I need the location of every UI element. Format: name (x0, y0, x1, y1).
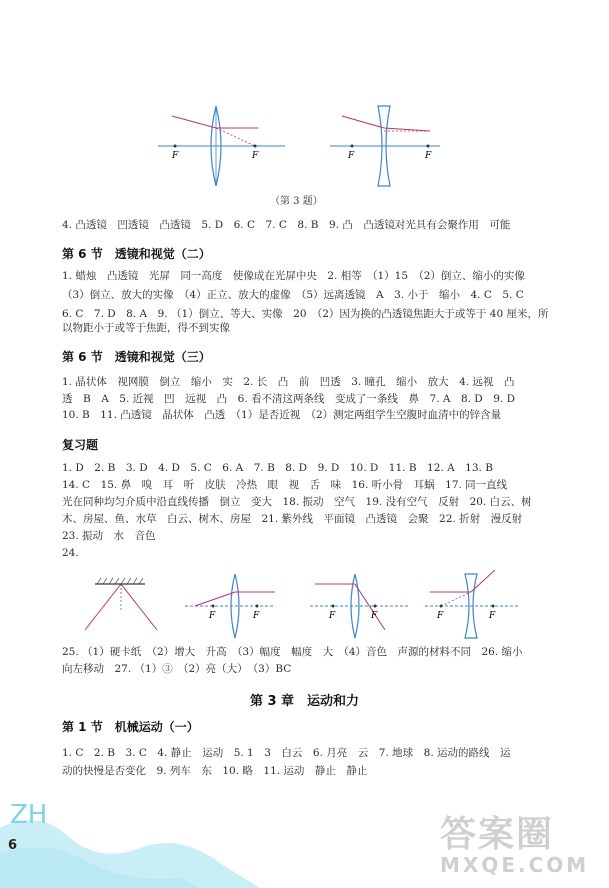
answer-line: 1. 晶状体 视网膜 倒立 缩小 实 2. 长 凸 前 凹透 3. 瞳孔 缩小 放大 4. 远视 凸 (62, 376, 515, 388)
answer-line: 23. 振动 水 音色 (62, 530, 156, 542)
answer-line: 1. 蜡烛 凸透镜 光屏 同一高度 使像成在光屏中央 2. 相等 （1）15 （2）倒立、缩小的实像 (62, 270, 525, 282)
focus-label: F (329, 611, 336, 621)
answer-line: 14. C 15. 鼻 嗅 耳 听 皮肤 冷热 眼 视 舌 味 16. 听小骨 耳蜗 17. 同一直线 (62, 479, 508, 491)
focus-label: F (371, 611, 378, 621)
answer-line: 透 B A 5. 近视 凹 远视 凸 6. 看不清这两条线 变成了一条线 鼻 7. A 8. D 9. D (62, 393, 515, 405)
answer-line: 25. （1）硬卡纸 （2）增大 升高 （3）幅度 幅度 大 （4）音色 声源的材料不同 26. 缩小 (62, 646, 523, 658)
concave-lens-diagram (425, 570, 520, 638)
focus-label: F (172, 151, 179, 161)
watermark-url: MXQE.COM (440, 853, 590, 877)
focus-label: F (253, 611, 260, 621)
lens-figure-3 (150, 100, 450, 192)
section-title: 第 6 节 透镜和视觉（三） (62, 350, 211, 364)
convex-lens-diagram (158, 106, 285, 186)
chapter-title: 第 3 章 运动和力 (249, 694, 360, 709)
focus-label: F (425, 151, 432, 161)
focus-label: F (489, 611, 496, 621)
answer-line: 光在同种均匀介质中沿直线传播 倒立 变大 18. 振动 空气 19. 没有空气 反射 20. 白云、树 (62, 496, 532, 508)
answer-line: 24. (62, 547, 79, 559)
fig-24-diagrams (85, 570, 525, 642)
focus-label: F (252, 151, 259, 161)
focus-label: F (348, 151, 355, 161)
answer-line: 向左移动 27. （1）③ （2）亮（大） （3）BC (62, 663, 292, 675)
watermark-logo (440, 806, 600, 886)
answer-line: 1. C 2. B 3. C 4. 静止 运动 5. 1 3 白云 6. 月亮 云 7. 地球 8. 运动的路线 运 (62, 747, 511, 759)
answer-line: 动的快慢是否变化 9. 列车 东 10. 略 11. 运动 静止 静止 (62, 765, 368, 777)
answer-line: 木、房屋、鱼、水草 白云、树木、房屋 21. 紫外线 平面镜 凸透镜 会聚 22. 折射 漫反射 (62, 513, 523, 525)
convex-lens-diagram (310, 574, 410, 638)
zh-logo: ZH (10, 800, 48, 830)
mirror-reflection-diagram (85, 578, 157, 630)
watermark-text: 答案圈 (440, 814, 555, 855)
section-title: 第 1 节 机械运动（一） (62, 720, 199, 734)
answer-line: 10. B 11. 凸透镜 晶状体 凸透 （1）是否近视 （2）测定两组学生空腹时血清中的锌含量 (62, 409, 502, 421)
section-title: 复习题 (62, 438, 99, 452)
section-title: 第 6 节 透镜和视觉（二） (62, 247, 211, 261)
focus-label: F (209, 611, 216, 621)
convex-lens-diagram (185, 574, 275, 638)
answer-line: 4. 凸透镜 凹透镜 凸透镜 5. D 6. C 7. C 8. B 9. 凸 凸透镜对光具有会聚作用 可能 (62, 219, 511, 231)
figure-caption: （第 3 题） (270, 196, 323, 207)
page-number: 6 (8, 838, 18, 853)
concave-lens-diagram (330, 106, 440, 186)
focus-label: F (437, 611, 444, 621)
answer-line: 1. D 2. B 3. D 4. D 5. C 6. A 7. B 8. D 9. D 10. D 11. B 12. A 13. B (62, 462, 493, 474)
answer-line: 6. C 7. D 8. A 9. （1）倒立、等大、实像 20 （2）因为换的凸透镜焦距大于或等于 40 厘米，所 (62, 308, 549, 320)
answer-line: 以物距小于或等于焦距，得不到实像 (62, 322, 230, 334)
answer-line: （3）倒立、放大的实像 （4）正立、放大的虚像 （5）远离透镜 A 3. 小于 缩小 4. C 5. C (62, 289, 524, 301)
